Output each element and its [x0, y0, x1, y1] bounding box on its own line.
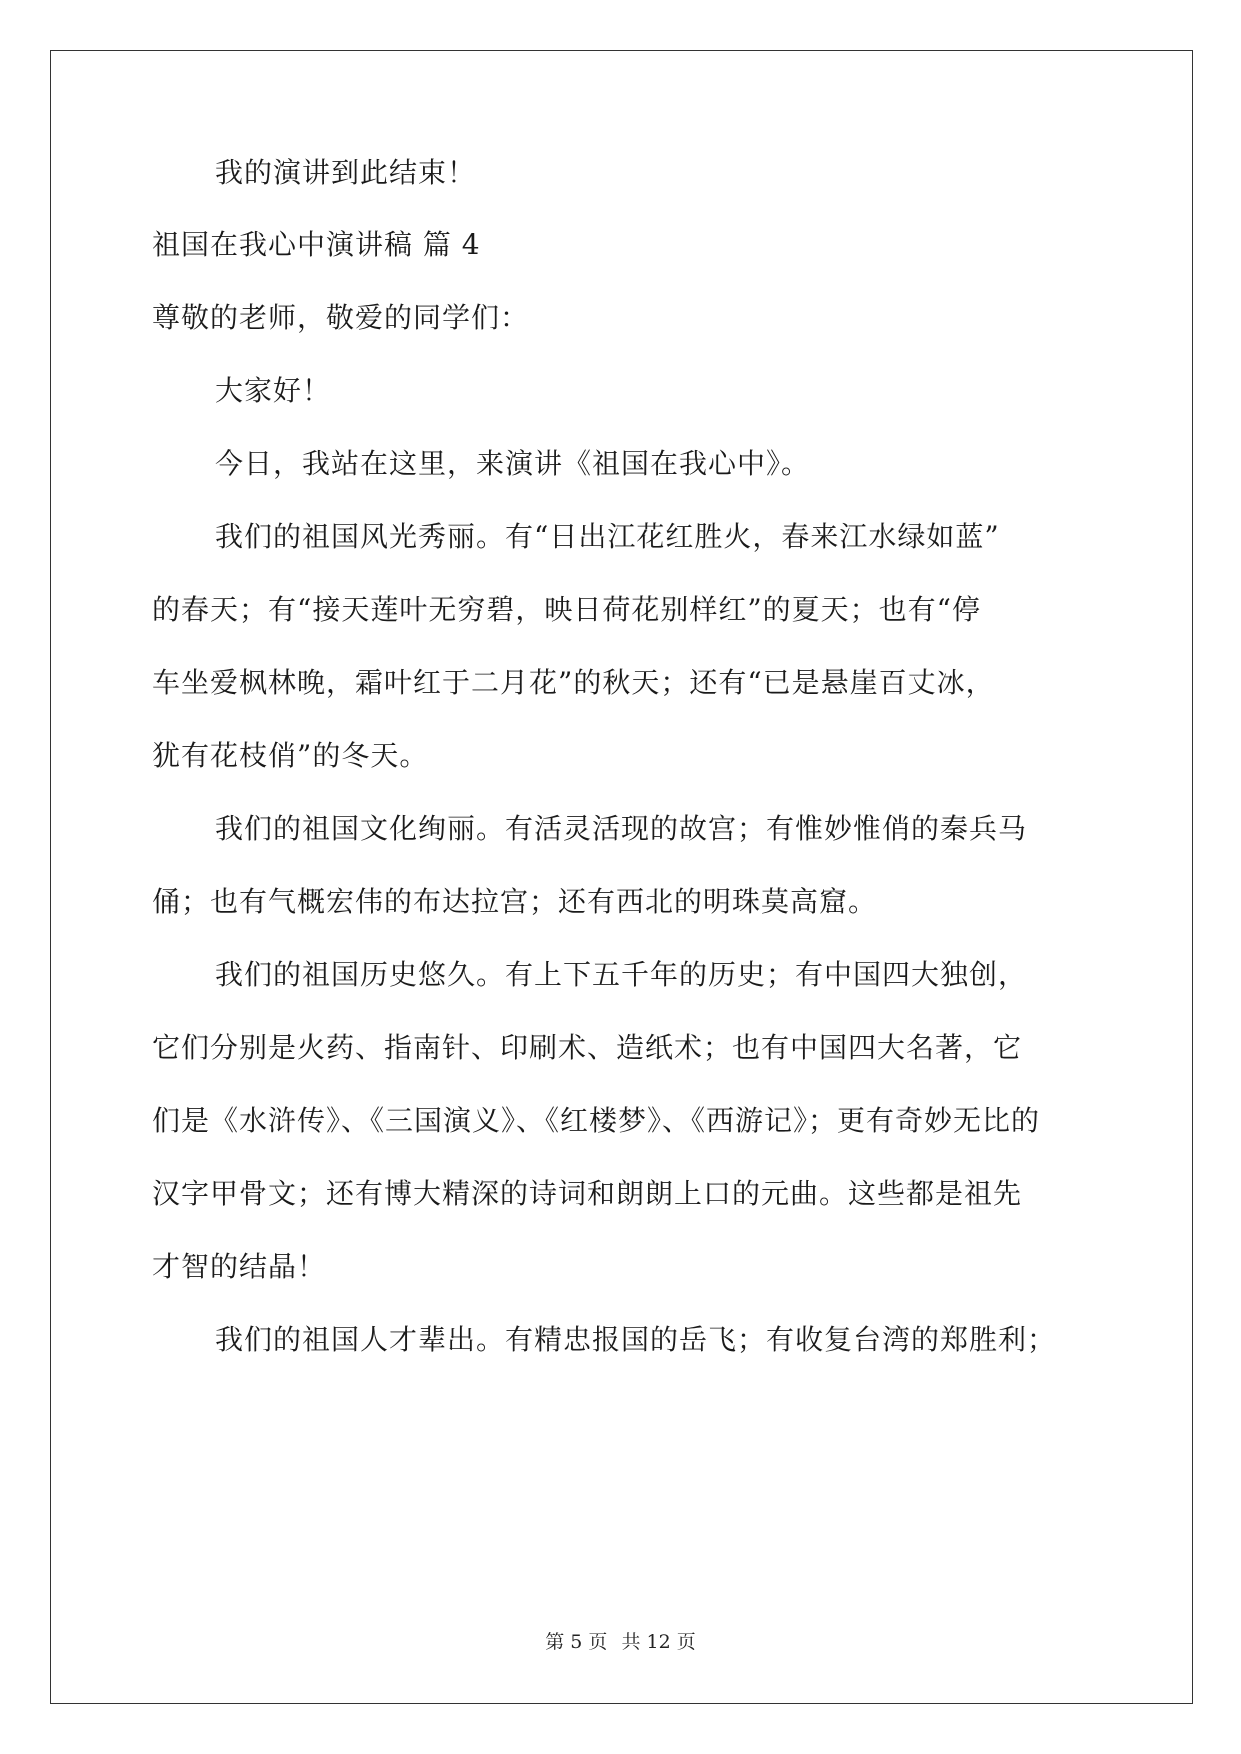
- salutation: 尊敬的老师，敬爱的同学们：: [152, 301, 530, 334]
- paragraph-line: 车坐爱枫林晚，霜叶红于二月花”的秋天；还有“已是悬崖百丈冰，: [152, 666, 995, 699]
- page-border: [50, 50, 1193, 1704]
- paragraph-line: 们是《水浒传》、《三国演义》、《红楼梦》、《西游记》；更有奇妙无比的: [152, 1104, 1041, 1137]
- paragraph-line: 犹有花枝俏”的冬天。: [152, 739, 429, 772]
- page-total: 共 12 页: [621, 1631, 696, 1653]
- paragraph-line: 今日，我站在这里，来演讲《祖国在我心中》。: [215, 447, 811, 480]
- greeting: 大家好！: [215, 374, 332, 407]
- paragraph-line: 我们的祖国文化绚丽。有活灵活现的故宫；有惟妙惟俏的秦兵马: [215, 812, 1028, 845]
- paragraph-line: 我们的祖国人才辈出。有精忠报国的岳飞；有收复台湾的郑胜利；: [215, 1323, 1057, 1356]
- page-number: 第 5 页: [545, 1631, 608, 1653]
- page-footer: [0, 1630, 1241, 1654]
- paragraph-line: 的春天；有“接天莲叶无穷碧，映日荷花别样红”的夏天；也有“停: [152, 593, 981, 626]
- paragraph-line: 我们的祖国历史悠久。有上下五千年的历史；有中国四大独创，: [215, 958, 1028, 991]
- section-title: 祖国在我心中演讲稿 篇 4: [152, 228, 481, 261]
- paragraph-line: 俑；也有气概宏伟的布达拉宫；还有西北的明珠莫高窟。: [152, 885, 878, 918]
- paragraph-line: 我们的祖国风光秀丽。有“日出江花红胜火，春来江水绿如蓝”: [215, 520, 1000, 553]
- closing-line: 我的演讲到此结束！: [215, 156, 477, 189]
- paragraph-line: 汉字甲骨文；还有博大精深的诗词和朗朗上口的元曲。这些都是祖先: [152, 1177, 1023, 1210]
- paragraph-line: 才智的结晶！: [152, 1250, 327, 1283]
- paragraph-line: 它们分别是火药、指南针、印刷术、造纸术；也有中国四大名著，它: [152, 1031, 1023, 1064]
